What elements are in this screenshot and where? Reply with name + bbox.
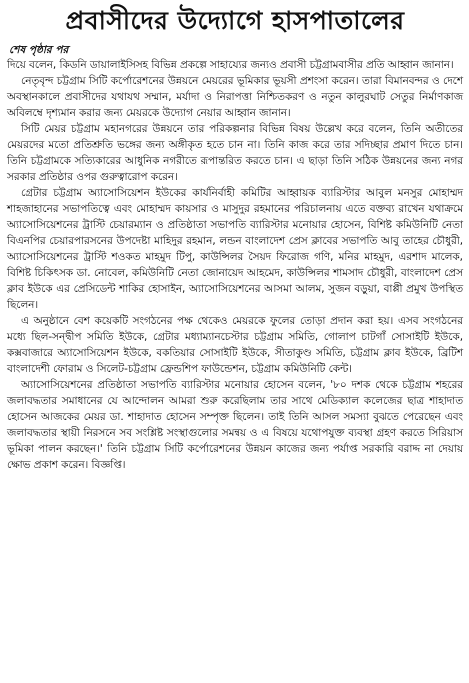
headline: প্রবাসীদের উদ্যোগে হাসপাতালের — [65, 6, 405, 35]
paragraph: সিটি মেয়র চট্টগ্রাম মহানগরের উন্নয়নে তার পরিকল্পনার বিভিন্ন বিষয় উল্লেখ করে বলেন, তিনি অতীতের মেয়রদের মতো প্রতিশ্রুতি ভঙ্গের জন্য অঙ্গীকৃত হতে চান না। তিনি কাজ করে তার সদিচ্ছার প্রমাণ দিতে চান। তিনি চট্টগ্রামকে সত্যিকারের আধুনিক নগরীতে রূপান্তরিত করতে চান। এ ছাড়া তিনি সঠিক উন্নয়নের জন্য নগর সরকার প্রতিষ্ঠার ওপর গুরুত্বারোপ করেন। — [7, 123, 463, 183]
news-article — [0, 4, 469, 683]
paragraph: অ্যাসোসিয়েশনের প্রতিষ্ঠাতা সভাপতি ব্যারিস্টার মনোয়ার হোসেন বলেন, '৮০ দশক থেকে চট্টগ্রাম শহরের জলাবদ্ধতার সমাধানের যে আন্দোলন আমরা শুরু করেছিলাম তার সাথে মেডিক্যাল কলেজের ছাত্র শাহাদাত হোসেন আজকের মেয়র ডা. শাহাদাত হোসেন সম্পৃক্ত ছিলেন। তাই তিনি আসল সমস্যা বুঝতে পেরেছেন এবং জলাবদ্ধতার স্থায়ী নিরসনে সব সংশ্লিষ্ট সংস্থাগুলোর সমন্বয় ও এ বিষয়ে যথোপযুক্ত ব্যবস্থা গ্রহণ করতে সিরিয়াস ভূমিকা পালন করছেন।' তিনি চট্টগ্রাম সিটি কর্পোরেশনের উন্নয়ন কাজের জন্য পর্যাপ্ত সরকারি বরাদ্দ না দেয়ায় ক্ষোভ প্রকাশ করেন। বিজ্ঞপ্তি। — [7, 379, 463, 471]
paragraph: গ্রেটার চট্টগ্রাম অ্যাসোসিয়েশন ইউকের কার্যনির্বাহী কমিটির আহ্বায়ক ব্যারিস্টার আবুল মনসুর মোহাম্মদ শাহজাহানের সভাপতিত্বে এবং মোহাম্মদ কায়সার ও মাসুদুর রহমানের পরিচালনায় এতে বক্তব্য রাখেন যথাক্রমে অ্যাসোসিয়েশনের ট্রাস্টি চেয়ারম্যান ও প্রতিষ্ঠাতা সভাপতি ব্যারিস্টার মনোয়ার হোসেন, বিশিষ্ট কমিউনিটি নেতা বিএনপির চেয়ারপারসনের উপদেষ্টা মাহিদুর রহমান, লন্ডন বাংলাদেশ প্রেস ক্লাবের সভাপতি আবু তাহের চৌধুরী, অ্যাসোসিয়েশনের ট্রাস্টি শওকত মাহমুদ টিপু, কাউন্সিলর সৈয়দ ফিরোজ গণি, মনির মাহমুদ, এরশাদ মালেক, বিশিষ্ট চিকিৎসক ডা. নোবেল, কমিউনিটি নেতা জোনায়েদ আহমেদ, কাউন্সিলর শামসাদ চৌধুরী, বাংলাদেশ প্রেস ক্লাব ইউকে এর প্রেসিডেন্ট শাকির হোসাইন, অ্যাসোসিয়েশনের আসমা আলম, সুজন বড়ুয়া, বাপ্পী প্রমুখ উপস্থিত ছিলেন। — [7, 187, 463, 311]
paragraph: এ অনুষ্ঠানে বেশ কয়েকটি সংগঠনের পক্ষ থেকেও মেয়রকে ফুলের তোড়া প্রদান করা হয়। এসব সংগঠনের মধ্যে ছিল-সন্দ্বীপ সমিতি ইউকে, গ্রেটার মধ্যাম্যানচেস্টার চট্টগ্রাম সমিতি, গোলাপ চাটগাঁ সোসাইটি ইউকে, কক্সবাজারে অ্যাসোসিয়েশন ইউকে, বকতিয়ার সোসাইটি ইউকে, সীতাকুণ্ড সমিতি, চট্টগ্রাম ক্লাব ইউকে, ব্রিটিশ বাংলাদেশী ফোরাম ও সিলেট-চট্টগ্রাম ফ্রেন্ডশিপ ফাউন্ডেশন, চট্টগ্রাম কমিউনিটি কেন্ট। — [7, 315, 463, 375]
continued-from-label: শেষ পৃষ্ঠার পর — [9, 44, 69, 56]
paragraph: দিয়ে বলেন, কিডনি ডায়ালাইসিসহ বিভিন্ন প্রকল্পে সাহায্যের জন্যও প্রবাসী চট্টগ্রামবাসীর প্রতি আহ্বান জানান। — [7, 59, 454, 71]
paragraph: নেতৃবৃন্দ চট্টগ্রাম সিটি কর্পোরেশনের উন্নয়নে মেয়রের ভূমিকার ভূয়সী প্রশংসা করেন। তারা বিমানবন্দর ও দেশে অবস্থানকালে প্রবাসীদের যথাযথ সম্মান, মর্যাদা ও নিরাপত্তা নিশ্চিতকরণ ও নতুন কালুরঘাট সেতুর নির্মাণকাজ অবিলম্বে দৃশ্যমান করার জন্য মেয়রকে উদ্যোগ নেয়ার আহ্বান জানান। — [7, 75, 463, 119]
